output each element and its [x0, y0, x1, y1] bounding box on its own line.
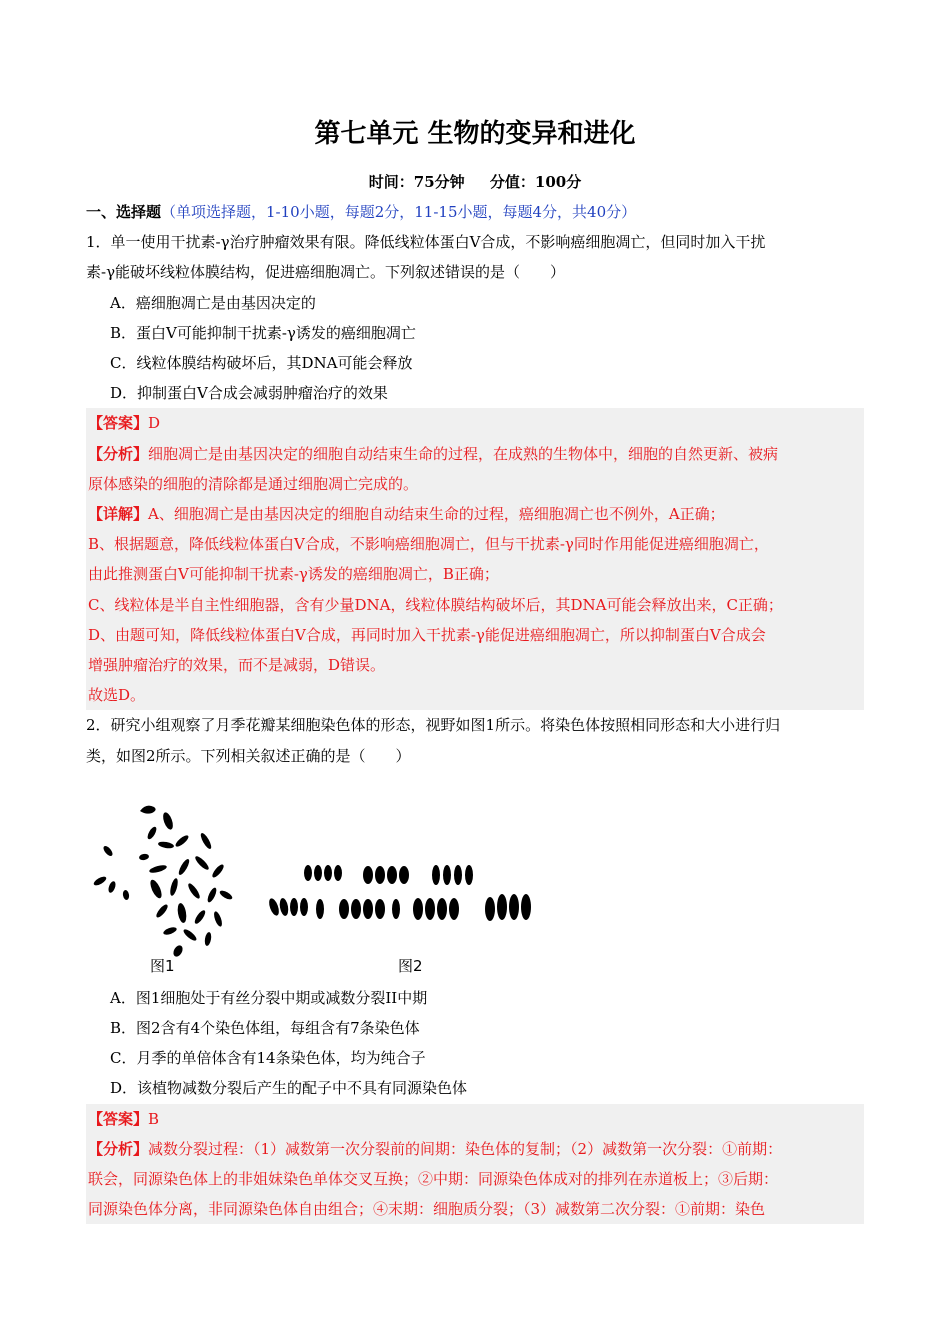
analysis-text: 减数分裂过程：（1）减数第一次分裂前的间期：染色体的复制；（2）减数第一次分裂：①前期： [148, 1139, 783, 1158]
option-c: C．线粒体膜结构破坏后，其DNA可能会释放 [110, 354, 413, 373]
content [86, 197, 864, 1224]
figure-1-caption: 图1 [150, 956, 175, 975]
answer-label: 【答案】 [88, 1109, 149, 1128]
detail-line [88, 499, 862, 529]
exam-meta [0, 168, 950, 196]
analysis-line: 原体感染的细胞的清除都是通过细胞凋亡完成的。 [88, 474, 419, 493]
analysis-text: 细胞凋亡是由基因决定的细胞自动结束生命的过程，在成熟的生物体中，细胞的自然更新、被病 [148, 444, 779, 463]
answer-label: 【答案】 [88, 414, 149, 433]
detail-line: 增强肿瘤治疗的效果，而不是减弱，D错误。 [88, 656, 386, 675]
option-c: C．月季的单倍体含有14条染色体，均为纯合子 [110, 1049, 426, 1068]
answer-value: B [148, 1109, 160, 1128]
analysis-line: 同源染色体分离，非同源染色体自由组合；④末期：细胞质分裂；（3）减数第二次分裂：①前期：染色 [88, 1200, 766, 1219]
figure-2-karyotype [267, 865, 531, 921]
detail-line: C、线粒体是半自主性细胞器，含有少量DNA，线粒体膜结构破坏后，其DNA可能会释放出来，C正确； [88, 595, 783, 614]
question-2 [86, 710, 864, 1224]
answer-line [88, 408, 862, 438]
option-d: D．抑制蛋白V合成会减弱肿瘤治疗的效果 [110, 384, 388, 403]
answer-line [88, 1104, 862, 1134]
option-a: A．图1细胞处于有丝分裂中期或减数分裂II中期 [110, 988, 428, 1007]
page-title: 第七单元 生物的变异和进化 [314, 119, 636, 149]
question-1 [86, 227, 864, 710]
question-text-line: 2．研究小组观察了月季花瓣某细胞染色体的形态，视野如图1所示。将染色体按照相同形态和大小进行归 [86, 716, 781, 735]
answer-block [86, 1104, 864, 1225]
answer-block [86, 408, 864, 710]
option-a: A．癌细胞凋亡是由基因决定的 [110, 293, 316, 312]
analysis-label: 【分析】 [88, 1139, 149, 1158]
detail-label: 【详解】 [88, 505, 149, 524]
question-text-line: 素-γ能破坏线粒体膜结构，促进癌细胞凋亡。下列叙述错误的是（ ） [86, 263, 566, 282]
detail-line: 故选D。 [88, 686, 146, 705]
detail-text: A、细胞凋亡是由基因决定的细胞自动结束生命的过程，癌细胞凋亡也不例外，A正确； [148, 505, 725, 524]
option-b: B．蛋白V可能抑制干扰素-γ诱发的癌细胞凋亡 [110, 323, 416, 342]
section-note: （单项选择题，1-10小题，每题2分，11-15小题，每题4分，共40分） [161, 203, 637, 221]
detail-line: D、由题可知，降低线粒体蛋白V合成，再同时加入干扰素-γ能促进癌细胞凋亡，所以抑制蛋白V合成会 [88, 625, 766, 644]
analysis-line [88, 439, 862, 469]
exam-time: 时间：75分钟 [368, 173, 465, 191]
section-heading: 一、选择题 [86, 203, 162, 221]
figure-1-chromosomes [92, 806, 233, 959]
answer-value: D [148, 414, 161, 433]
analysis-label: 【分析】 [88, 444, 149, 463]
chromosome-figure [86, 771, 864, 983]
option-d: D．该植物减数分裂后产生的配子中不具有同源染色体 [110, 1079, 468, 1098]
exam-score: 分值：100分 [489, 173, 582, 191]
figure-2-caption: 图2 [398, 956, 423, 975]
analysis-line [88, 1134, 862, 1164]
detail-line: B、根据题意，降低线粒体蛋白V合成，不影响癌细胞凋亡，但与干扰素-γ同时作用能促进癌细胞凋亡， [88, 535, 769, 554]
chromosome-illustration [86, 771, 546, 983]
analysis-line: 联会，同源染色体上的非姐妹染色单体交叉互换；②中期：同源染色体成对的排列在赤道板上；③后期： [88, 1170, 779, 1189]
section-heading-line [86, 197, 864, 227]
option-b: B．图2含有4个染色体组，每组含有7条染色体 [110, 1019, 420, 1038]
question-text-line: 1．单一使用干扰素-γ治疗肿瘤效果有限。降低线粒体蛋白V合成，不影响癌细胞凋亡，但同时加入干扰 [86, 233, 766, 252]
detail-line: 由此推测蛋白V可能抑制干扰素-γ诱发的癌细胞凋亡，B正确； [88, 565, 499, 584]
question-text-line: 类，如图2所示。下列相关叙述正确的是（ ） [86, 746, 411, 765]
